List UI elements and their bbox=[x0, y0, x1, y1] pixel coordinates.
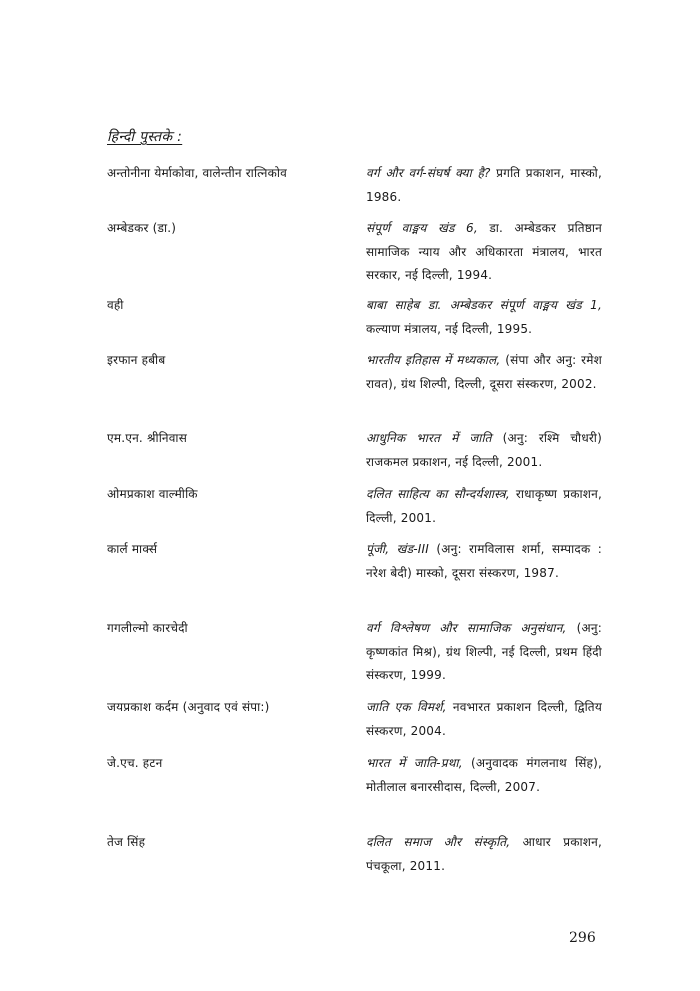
entry-author: इरफान हबीब bbox=[107, 353, 166, 367]
entry-author: तेज सिंह bbox=[107, 835, 146, 849]
page-number: 296 bbox=[569, 930, 596, 946]
entry-details: प्रगति प्रकाशन, मास्को, 1986. bbox=[366, 166, 602, 204]
entry-details: कल्याण मंत्रालय, नई दिल्ली, 1995. bbox=[366, 321, 533, 336]
entry-reference bbox=[366, 831, 602, 878]
entry-title: भारत में जाति-प्रथा, bbox=[366, 756, 463, 770]
entry-title: बाबा साहेब डा. अम्बेडकर संपूर्ण वाङ्मय खंड 1, bbox=[366, 298, 602, 312]
entry-title: भारतीय इतिहास में मध्यकाल, bbox=[366, 353, 501, 367]
section-heading: हिन्दी पुस्तके : bbox=[107, 129, 183, 145]
entry-author: गगलील्मो कारचेदी bbox=[107, 621, 188, 635]
entry-details: (संपा और अनु: रमेश रावत), ग्रंथ शिल्पी, दिल्ली, दूसरा संस्करण, 2002. bbox=[366, 353, 603, 391]
entry-title: जाति एक विमर्श, bbox=[366, 700, 447, 714]
entry-author: जे.एच. हटन bbox=[107, 756, 163, 770]
entry-author: ओमप्रकाश वाल्मीकि bbox=[107, 487, 198, 501]
entry-details: नवभारत प्रकाशन दिल्ली, द्वितिय संस्करण, 2004. bbox=[366, 700, 602, 738]
entry-reference bbox=[366, 696, 602, 743]
entry-reference bbox=[366, 217, 602, 288]
entry-author: कार्ल मार्क्स bbox=[107, 542, 158, 556]
entry-reference bbox=[366, 483, 602, 530]
entry-details: डा. अम्बेडकर प्रतिष्ठान सामाजिक न्याय और अधिकारता मंत्रालय, भारत सरकार, नई दिल्ली, 1994. bbox=[366, 221, 602, 282]
entry-author: जयप्रकाश कर्दम (अनुवाद एवं संपा:) bbox=[107, 700, 270, 714]
entry-reference bbox=[366, 617, 602, 688]
entry-author: अन्तोनीना येर्माकोवा, वालेन्तीन रात्निकोव bbox=[107, 166, 288, 180]
entry-title: वर्ग विश्लेषण और सामाजिक अनुसंधान, bbox=[366, 621, 567, 635]
entry-reference bbox=[366, 162, 602, 209]
entry-details: (अनु: रामविलास शर्मा, सम्पादक : नरेश बेदी) मास्को, दूसरा संस्करण, 1987. bbox=[366, 542, 602, 580]
entry-reference bbox=[366, 427, 602, 474]
entry-title: आधुनिक भारत में जाति bbox=[366, 431, 492, 445]
entry-title: दलित साहित्य का सौन्दर्यशास्त्र, bbox=[366, 487, 510, 501]
entry-author: एम.एन. श्रीनिवास bbox=[107, 431, 188, 445]
entry-details: (अनु: कृष्णकांत मिश्र), ग्रंथ शिल्पी, नई दिल्ली, प्रथम हिंदी संस्करण, 1999. bbox=[366, 621, 602, 682]
entry-reference bbox=[366, 538, 602, 585]
entry-details: (अनु: रश्मि चौधरी) राजकमल प्रकाशन, नई दिल्ली, 2001. bbox=[366, 431, 602, 469]
entry-title: दलित समाज और संस्कृति, bbox=[366, 835, 511, 849]
entry-author: वही bbox=[107, 298, 124, 312]
entry-title: संपूर्ण वाङ्मय खंड 6, bbox=[366, 221, 478, 235]
entry-reference bbox=[366, 294, 602, 341]
entry-title: वर्ग और वर्ग-संघर्ष क्या है? bbox=[366, 166, 491, 180]
entry-reference bbox=[366, 349, 602, 396]
entry-title: पूंजी, खंड-III bbox=[366, 542, 429, 556]
entry-author: अम्बेडकर (डा.) bbox=[107, 221, 177, 235]
entry-details: आधार प्रकाशन, पंचकूला, 2011. bbox=[366, 835, 603, 873]
entry-details: राधाकृष्ण प्रकाशन, दिल्ली, 2001. bbox=[366, 487, 602, 525]
entry-reference bbox=[366, 752, 602, 799]
entry-details: (अनुवादक मंगलनाथ सिंह), मोतीलाल बनारसीदास, दिल्ली, 2007. bbox=[366, 756, 602, 794]
